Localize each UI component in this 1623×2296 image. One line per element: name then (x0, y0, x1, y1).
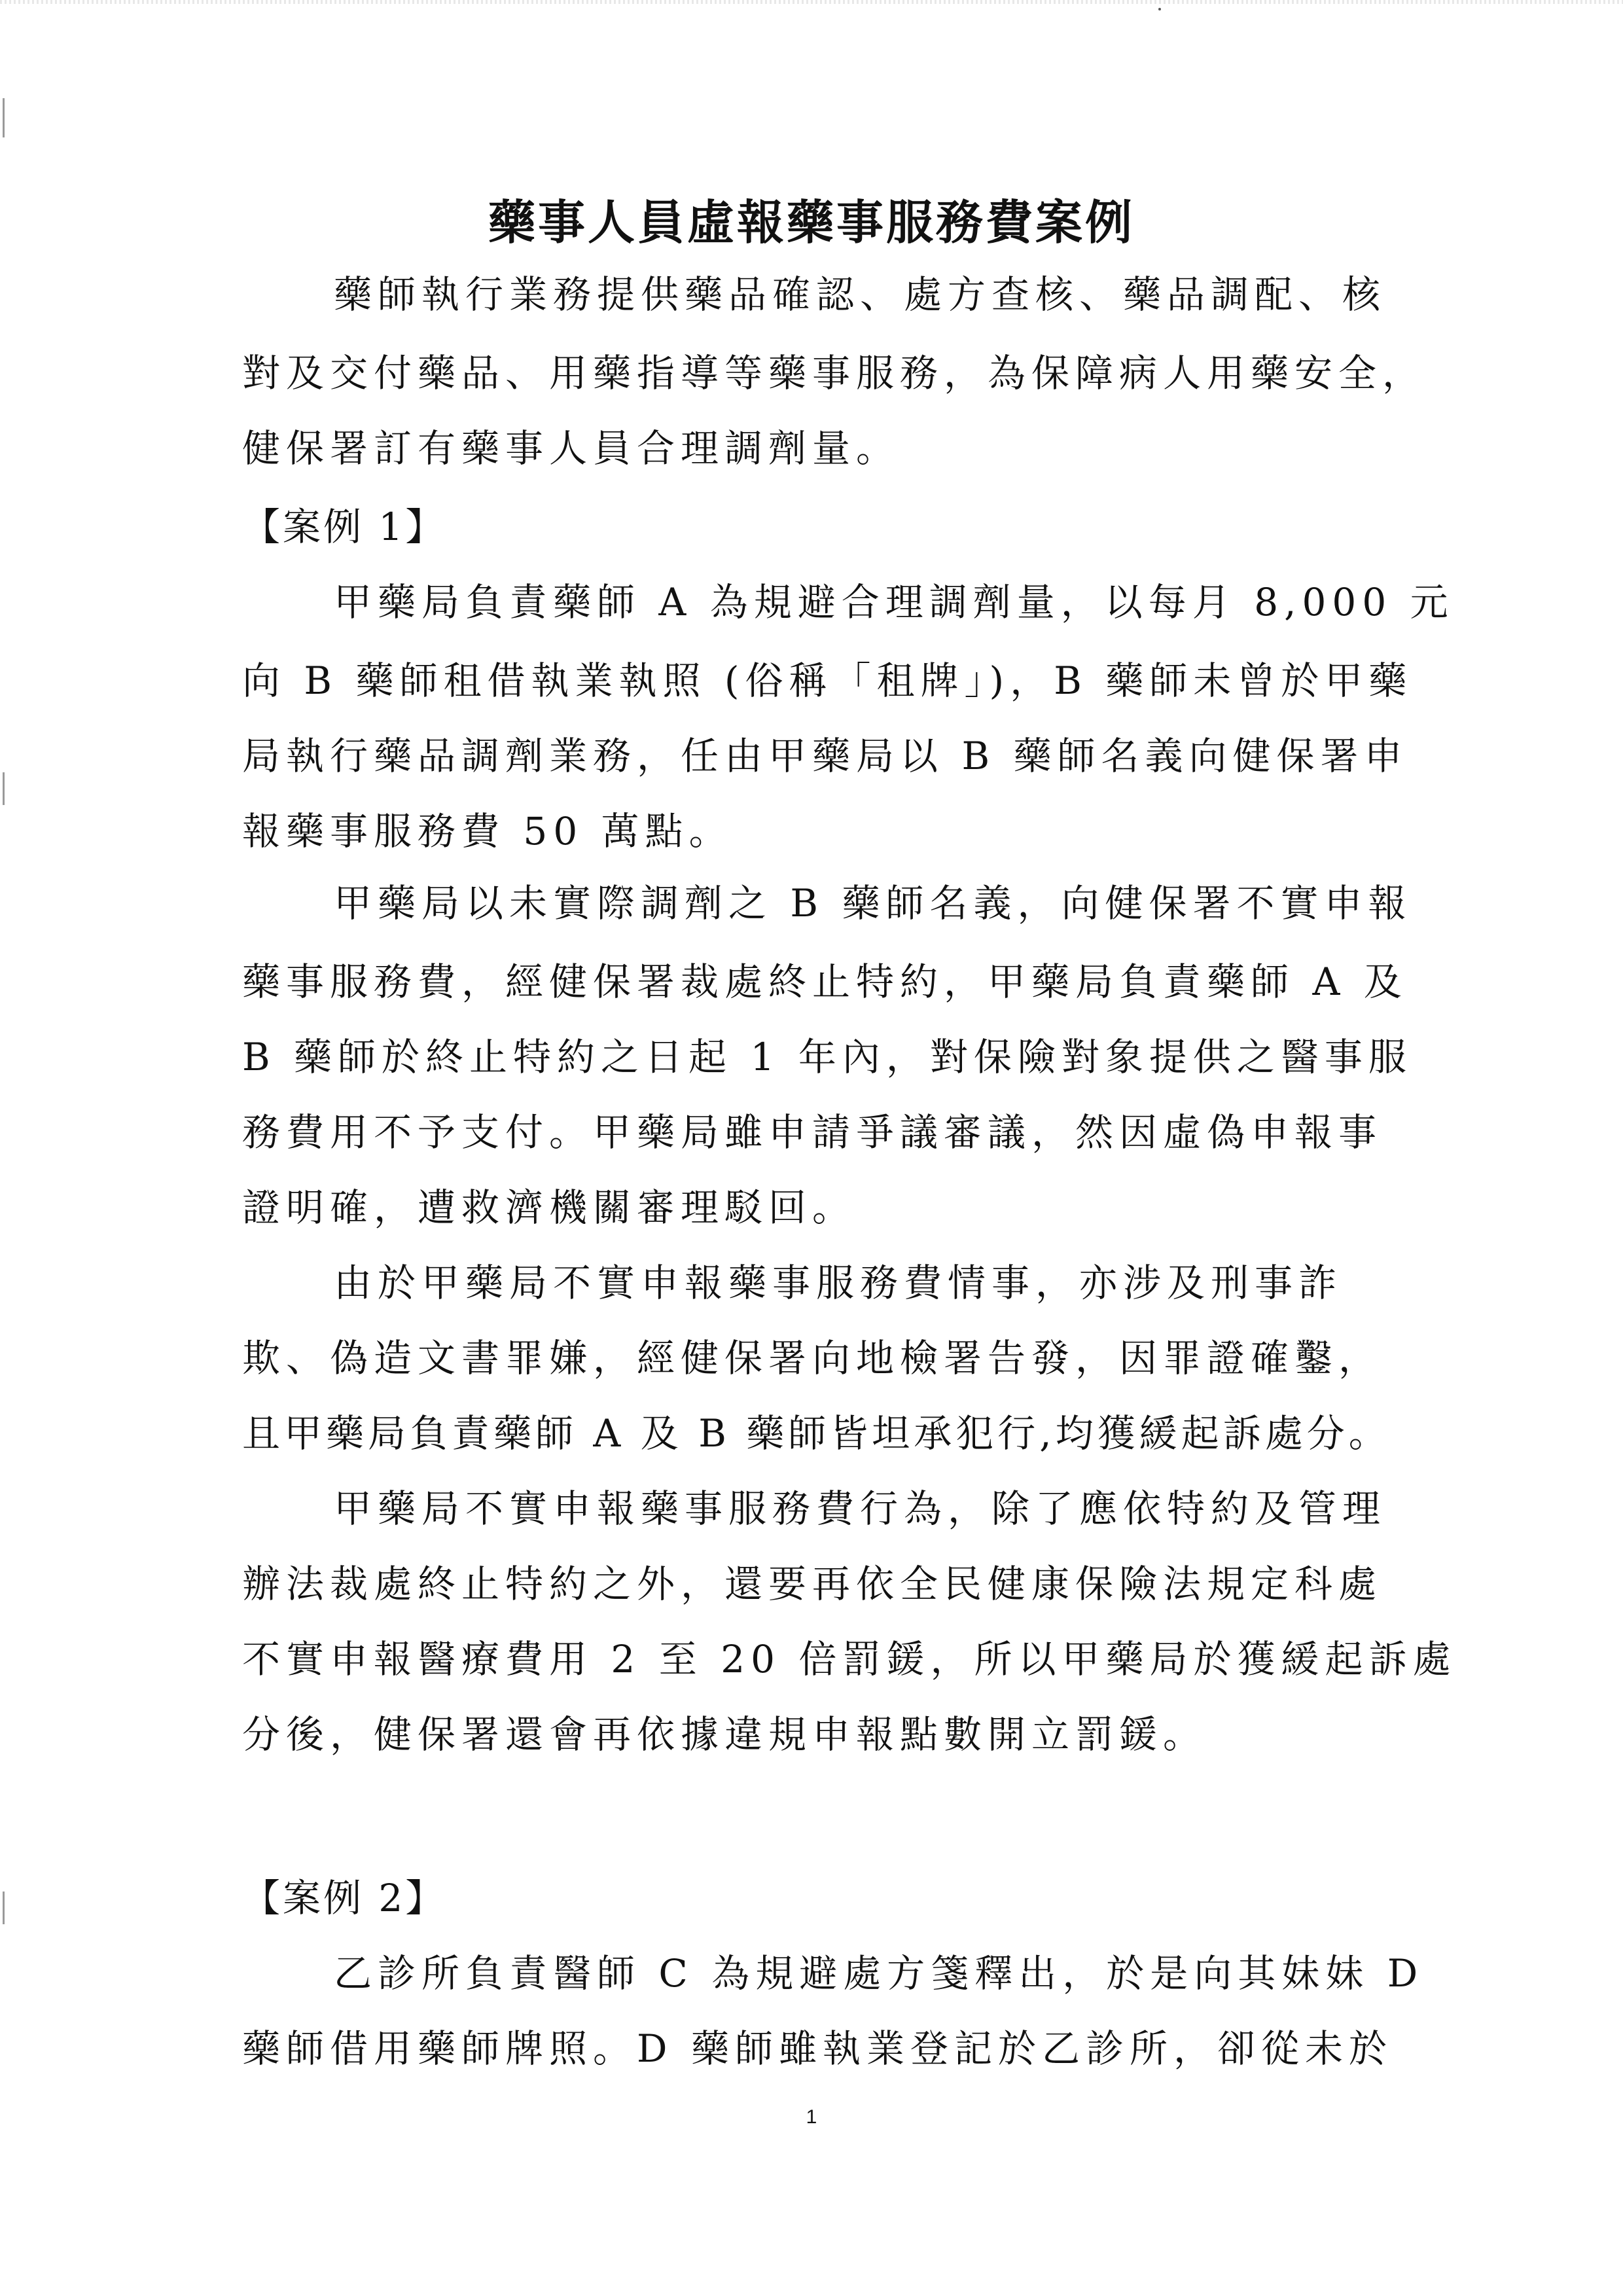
page-number: 1 (806, 2106, 817, 2128)
case2-heading: 【案例 2】 (242, 1876, 446, 1920)
case1-p4-line-2: 辦法裁處終止特約之外，還要再依全民健康保險法規定科處 (242, 1562, 1383, 1606)
case1-p4-line-4: 分後，健保署還會再依據違規申報點數開立罰鍰。 (242, 1712, 1207, 1757)
intro-line-3: 健保署訂有藥事人員合理調劑量。 (242, 426, 901, 471)
scan-edge-mark (3, 1892, 5, 1924)
case2-p1-line-1: 乙診所負責醫師 C 為規避處方箋釋出，於是向其妹妹 D (334, 1951, 1424, 1996)
document-title: 藥事人員虛報藥事服務費案例 (488, 194, 1135, 250)
case1-p2-line-3: B 藥師於終止特約之日起 1 年內，對保險對象提供之醫事服 (242, 1035, 1412, 1079)
case1-p1-line-1: 甲藥局負責藥師 A 為規避合理調劑量，以每月 8,000 元 (334, 580, 1454, 624)
case1-p4-line-3: 不實申報醫療費用 2 至 20 倍罰鍰，所以甲藥局於獲緩起訴處 (242, 1637, 1457, 1681)
case1-p3-line-2: 欺、偽造文書罪嫌，經健保署向地檢署告發，因罪證確鑿， (242, 1336, 1383, 1380)
case1-p2-line-5: 證明確，遭救濟機關審理駁回。 (242, 1185, 857, 1230)
case2-p1-line-2: 藥師借用藥師牌照。D 藥師雖執業登記於乙診所，卻從未於 (242, 2026, 1393, 2071)
case1-p2-line-1: 甲藥局以未實際調劑之 B 藥師名義，向健保署不實申報 (334, 881, 1412, 925)
scan-dot (1158, 8, 1161, 10)
scan-edge-mark (3, 772, 5, 805)
case1-p1-line-3: 局執行藥品調劑業務，任由甲藥局以 B 藥師名義向健保署申 (242, 734, 1408, 778)
case1-p4-line-1: 甲藥局不實申報藥事服務費行為，除了應依特約及管理 (334, 1486, 1387, 1531)
intro-line-2: 對及交付藥品、用藥指導等藥事服務，為保障病人用藥安全， (242, 351, 1427, 395)
case1-p3-line-3: 且甲藥局負責藥師 A 及 B 藥師皆坦承犯行,均獲緩起訴處分。 (242, 1411, 1391, 1456)
scan-edge-mark (3, 98, 5, 137)
case1-p1-line-2: 向 B 藥師租借執業執照 (俗稱「租牌」)，B 藥師未曾於甲藥 (242, 658, 1413, 703)
intro-line-1: 藥師執行業務提供藥品確認、處方查核、藥品調配、核 (334, 272, 1387, 317)
case1-p2-line-4: 務費用不予支付。甲藥局雖申請爭議審議，然因虛偽申報事 (242, 1110, 1383, 1155)
case1-p1-line-4: 報藥事服務費 50 萬點。 (242, 809, 733, 853)
scan-edge-top (0, 0, 1623, 4)
case1-p3-line-1: 由於甲藥局不實申報藥事服務費情事，亦涉及刑事詐 (334, 1261, 1343, 1305)
case1-p2-line-2: 藥事服務費，經健保署裁處終止特約，甲藥局負責藥師 A 及 (242, 960, 1408, 1004)
case1-heading: 【案例 1】 (242, 505, 446, 549)
